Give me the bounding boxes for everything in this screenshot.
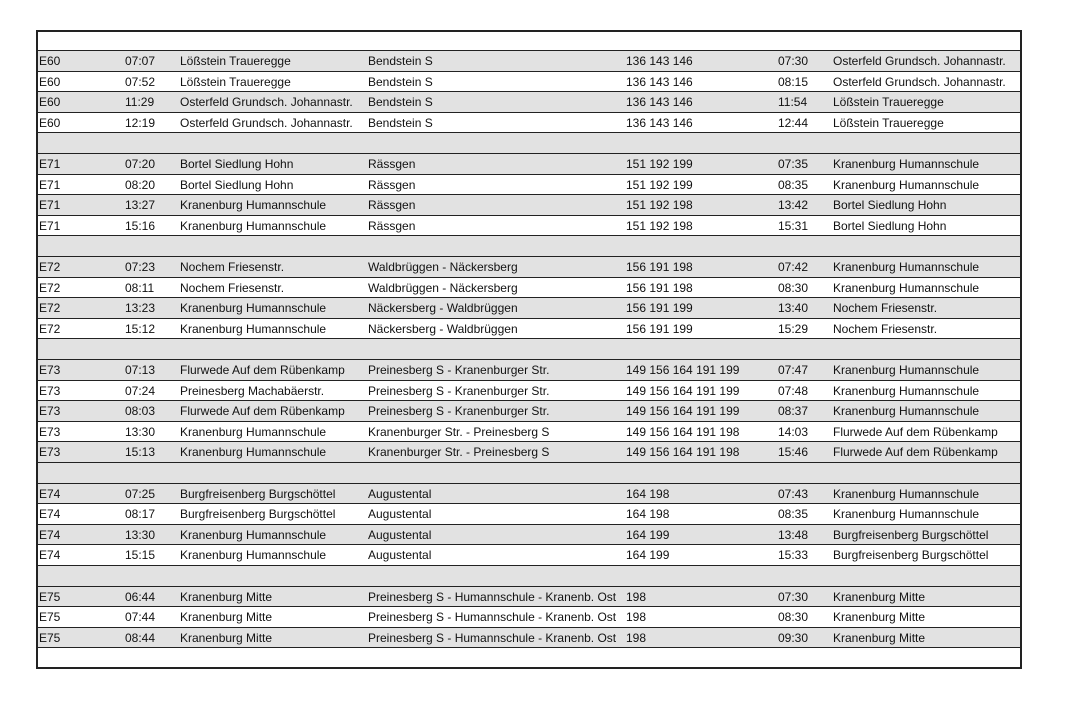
via-cell: Augustental [368, 527, 432, 542]
origin-stop-cell: Osterfeld Grundsch. Johannastr. [180, 115, 353, 130]
arrival-time-cell: 08:30 [778, 610, 809, 624]
destination-stop-cell: Kranenburg Mitte [833, 610, 926, 624]
via-cell: Preinesberg S - Kranenburger Str. [368, 363, 550, 377]
route-cell: E71 [39, 218, 61, 233]
departure-time-cell: 11:29 [125, 95, 155, 109]
via-cell: Bendstein S [368, 74, 433, 89]
table-row [36, 442, 1022, 463]
arrival-time-cell: 13:42 [778, 198, 809, 212]
bus-lines-cell: 136 143 146 [626, 74, 693, 89]
arrival-time-cell: 07:35 [778, 157, 809, 171]
arrival-time-cell: 08:15 [778, 74, 809, 89]
route-cell: E60 [39, 115, 61, 130]
timetable [36, 30, 1022, 648]
route-cell: E72 [39, 260, 61, 274]
route-cell: E72 [39, 321, 61, 336]
destination-stop-cell: Kranenburg Humannschule [833, 157, 980, 171]
departure-time-cell: 15:15 [125, 548, 156, 562]
via-cell: Bendstein S [368, 115, 433, 130]
destination-stop-cell: Lößstein Traueregge [833, 115, 944, 130]
origin-stop-cell: Lößstein Traueregge [180, 74, 291, 89]
bus-lines-cell: 151 192 198 [626, 218, 693, 233]
via-cell: Waldbrüggen - Näckersberg [368, 260, 518, 274]
via-cell: Rässgen [368, 198, 416, 212]
route-cell: E75 [39, 589, 61, 604]
departure-time-cell: 13:27 [125, 198, 156, 212]
departure-time-cell: 13:23 [125, 301, 156, 315]
group-separator [36, 236, 1022, 257]
arrival-time-cell: 15:33 [778, 548, 809, 562]
route-cell: E73 [39, 363, 61, 377]
route-cell: E71 [39, 198, 61, 212]
bus-lines-cell: 149 156 164 191 198 [626, 424, 740, 439]
destination-stop-cell: Kranenburg Humannschule [833, 260, 980, 274]
origin-stop-cell: Preinesberg Machabäerstr. [180, 383, 325, 398]
route-cell: E75 [39, 610, 61, 624]
table-row [36, 216, 1022, 237]
route-cell: E60 [39, 95, 61, 109]
origin-stop-cell: Bortel Siedlung Hohn [180, 157, 294, 171]
destination-stop-cell: Nochem Friesenstr. [833, 301, 938, 315]
table-row [36, 51, 1022, 72]
arrival-time-cell: 07:43 [778, 486, 809, 501]
origin-stop-cell: Kranenburg Humannschule [180, 198, 327, 212]
bus-lines-cell: 156 191 199 [626, 301, 693, 315]
via-cell: Näckersberg - Waldbrüggen [368, 301, 518, 315]
bus-lines-cell: 151 192 198 [626, 198, 693, 212]
table-row [36, 113, 1022, 134]
arrival-time-cell: 13:40 [778, 301, 809, 315]
route-cell: E73 [39, 445, 61, 459]
departure-time-cell: 07:52 [125, 74, 156, 89]
route-cell: E74 [39, 507, 61, 521]
departure-time-cell: 07:20 [125, 157, 156, 171]
via-cell: Rässgen [368, 177, 416, 192]
table-row [36, 525, 1022, 546]
bus-lines-cell: 164 199 [626, 527, 670, 542]
group-separator [36, 339, 1022, 360]
arrival-time-cell: 15:29 [778, 321, 809, 336]
via-cell: Preinesberg S - Kranenburger Str. [368, 404, 550, 418]
table-header-row [36, 30, 1022, 51]
destination-stop-cell: Bortel Siedlung Hohn [833, 218, 947, 233]
arrival-time-cell: 08:35 [778, 177, 809, 192]
bus-lines-cell: 151 192 199 [626, 157, 693, 171]
via-cell: Preinesberg S - Humannschule - Kranenb. Ost [368, 630, 617, 645]
origin-stop-cell: Lößstein Traueregge [180, 54, 291, 68]
route-cell: E75 [39, 630, 61, 645]
table-row [36, 484, 1022, 505]
arrival-time-cell: 09:30 [778, 630, 809, 645]
destination-stop-cell: Flurwede Auf dem Rübenkamp [833, 424, 998, 439]
departure-time-cell: 08:03 [125, 404, 156, 418]
destination-stop-cell: Bortel Siedlung Hohn [833, 198, 947, 212]
origin-stop-cell: Osterfeld Grundsch. Johannastr. [180, 95, 353, 109]
route-cell: E74 [39, 486, 61, 501]
origin-stop-cell: Kranenburg Mitte [180, 630, 273, 645]
via-cell: Bendstein S [368, 54, 433, 68]
group-separator [36, 463, 1022, 484]
arrival-time-cell: 08:37 [778, 404, 809, 418]
origin-stop-cell: Kranenburg Humannschule [180, 301, 327, 315]
destination-stop-cell: Kranenburg Humannschule [833, 280, 980, 295]
destination-stop-cell: Lößstein Traueregge [833, 95, 944, 109]
destination-stop-cell: Burgfreisenberg Burgschöttel [833, 527, 989, 542]
departure-time-cell: 07:44 [125, 610, 156, 624]
departure-time-cell: 08:20 [125, 177, 156, 192]
origin-stop-cell: Nochem Friesenstr. [180, 280, 285, 295]
table-row [36, 195, 1022, 216]
route-cell: E73 [39, 383, 61, 398]
via-cell: Bendstein S [368, 95, 433, 109]
bus-lines-cell: 198 [626, 589, 647, 604]
table-row [36, 154, 1022, 175]
group-separator [36, 133, 1022, 154]
origin-stop-cell: Kranenburg Humannschule [180, 527, 327, 542]
table-row [36, 422, 1022, 443]
bus-lines-cell: 149 156 164 191 199 [626, 383, 740, 398]
origin-stop-cell: Kranenburg Humannschule [180, 218, 327, 233]
via-cell: Rässgen [368, 157, 416, 171]
destination-stop-cell: Kranenburg Humannschule [833, 507, 980, 521]
via-cell: Kranenburger Str. - Preinesberg S [368, 424, 550, 439]
via-cell: Näckersberg - Waldbrüggen [368, 321, 518, 336]
via-cell: Preinesberg S - Humannschule - Kranenb. Ost [368, 589, 617, 604]
departure-time-cell: 07:25 [125, 486, 156, 501]
departure-time-cell: 13:30 [125, 527, 156, 542]
route-cell: E73 [39, 424, 61, 439]
table-row [36, 504, 1022, 525]
bus-lines-cell: 149 156 164 191 198 [626, 445, 740, 459]
route-cell: E60 [39, 74, 61, 89]
arrival-time-cell: 07:30 [778, 589, 809, 604]
route-cell: E72 [39, 301, 61, 315]
via-cell: Augustental [368, 486, 432, 501]
origin-stop-cell: Flurwede Auf dem Rübenkamp [180, 363, 345, 377]
bus-lines-cell: 164 199 [626, 548, 670, 562]
route-cell: E60 [39, 54, 61, 68]
origin-stop-cell: Nochem Friesenstr. [180, 260, 285, 274]
departure-time-cell: 15:12 [125, 321, 156, 336]
origin-stop-cell: Bortel Siedlung Hohn [180, 177, 294, 192]
origin-stop-cell: Kranenburg Humannschule [180, 445, 327, 459]
destination-stop-cell: Burgfreisenberg Burgschöttel [833, 548, 989, 562]
destination-stop-cell: Kranenburg Mitte [833, 589, 926, 604]
arrival-time-cell: 07:42 [778, 260, 809, 274]
bus-lines-cell: 156 191 198 [626, 280, 693, 295]
destination-stop-cell: Kranenburg Humannschule [833, 177, 980, 192]
arrival-time-cell: 13:48 [778, 527, 809, 542]
table-row [36, 360, 1022, 381]
destination-stop-cell: Kranenburg Humannschule [833, 363, 980, 377]
bus-lines-cell: 136 143 146 [626, 54, 693, 68]
table-row [36, 381, 1022, 402]
via-cell: Augustental [368, 548, 432, 562]
bus-lines-cell: 149 156 164 191 199 [626, 404, 740, 418]
bus-lines-cell: 151 192 199 [626, 177, 693, 192]
bus-lines-cell: 136 143 146 [626, 115, 693, 130]
arrival-time-cell: 12:44 [778, 115, 809, 130]
table-row [36, 607, 1022, 628]
via-cell: Rässgen [368, 218, 416, 233]
route-cell: E72 [39, 280, 61, 295]
arrival-time-cell: 07:47 [778, 363, 809, 377]
via-cell: Preinesberg S - Kranenburger Str. [368, 383, 550, 398]
route-cell: E71 [39, 157, 61, 171]
destination-stop-cell: Kranenburg Mitte [833, 630, 926, 645]
departure-time-cell: 07:24 [125, 383, 156, 398]
departure-time-cell: 06:44 [125, 589, 156, 604]
table-row [36, 175, 1022, 196]
origin-stop-cell: Kranenburg Humannschule [180, 548, 327, 562]
table-row [36, 257, 1022, 278]
bus-lines-cell: 198 [626, 610, 647, 624]
destination-stop-cell: Nochem Friesenstr. [833, 321, 938, 336]
origin-stop-cell: Kranenburg Humannschule [180, 424, 327, 439]
departure-time-cell: 15:16 [125, 218, 156, 233]
table-row [36, 92, 1022, 113]
table-row [36, 401, 1022, 422]
arrival-time-cell: 14:03 [778, 424, 809, 439]
departure-time-cell: 08:44 [125, 630, 156, 645]
destination-stop-cell: Osterfeld Grundsch. Johannastr. [833, 54, 1006, 68]
arrival-time-cell: 11:54 [778, 95, 808, 109]
table-row [36, 587, 1022, 608]
bus-lines-cell: 198 [626, 630, 647, 645]
departure-time-cell: 08:11 [125, 280, 155, 295]
arrival-time-cell: 07:30 [778, 54, 809, 68]
arrival-time-cell: 08:30 [778, 280, 809, 295]
table-row [36, 628, 1022, 649]
arrival-time-cell: 15:46 [778, 445, 809, 459]
table-row [36, 278, 1022, 299]
route-cell: E71 [39, 177, 61, 192]
table-row [36, 72, 1022, 93]
group-separator [36, 566, 1022, 587]
origin-stop-cell: Kranenburg Mitte [180, 589, 273, 604]
route-cell: E74 [39, 527, 61, 542]
departure-time-cell: 13:30 [125, 424, 156, 439]
table-row [36, 545, 1022, 566]
via-cell: Waldbrüggen - Näckersberg [368, 280, 518, 295]
destination-stop-cell: Osterfeld Grundsch. Johannastr. [833, 74, 1006, 89]
origin-stop-cell: Burgfreisenberg Burgschöttel [180, 486, 336, 501]
origin-stop-cell: Kranenburg Humannschule [180, 321, 327, 336]
departure-time-cell: 12:19 [125, 115, 156, 130]
departure-time-cell: 08:17 [125, 507, 156, 521]
departure-time-cell: 07:23 [125, 260, 156, 274]
table-row [36, 298, 1022, 319]
origin-stop-cell: Kranenburg Mitte [180, 610, 273, 624]
departure-time-cell: 07:13 [125, 363, 156, 377]
bus-lines-cell: 136 143 146 [626, 95, 693, 109]
bus-lines-cell: 156 191 199 [626, 321, 693, 336]
bus-lines-cell: 156 191 198 [626, 260, 693, 274]
bus-lines-cell: 149 156 164 191 199 [626, 363, 740, 377]
via-cell: Preinesberg S - Humannschule - Kranenb. Ost [368, 610, 617, 624]
arrival-time-cell: 15:31 [778, 218, 809, 233]
origin-stop-cell: Burgfreisenberg Burgschöttel [180, 507, 336, 521]
route-cell: E73 [39, 404, 61, 418]
departure-time-cell: 07:07 [125, 54, 156, 68]
destination-stop-cell: Kranenburg Humannschule [833, 486, 980, 501]
bus-lines-cell: 164 198 [626, 507, 670, 521]
route-cell: E74 [39, 548, 61, 562]
origin-stop-cell: Flurwede Auf dem Rübenkamp [180, 404, 345, 418]
bus-lines-cell: 164 198 [626, 486, 670, 501]
destination-stop-cell: Flurwede Auf dem Rübenkamp [833, 445, 998, 459]
via-cell: Augustental [368, 507, 432, 521]
departure-time-cell: 15:13 [125, 445, 156, 459]
arrival-time-cell: 08:35 [778, 507, 809, 521]
destination-stop-cell: Kranenburg Humannschule [833, 404, 980, 418]
table-row [36, 319, 1022, 340]
destination-stop-cell: Kranenburg Humannschule [833, 383, 980, 398]
arrival-time-cell: 07:48 [778, 383, 809, 398]
via-cell: Kranenburger Str. - Preinesberg S [368, 445, 550, 459]
